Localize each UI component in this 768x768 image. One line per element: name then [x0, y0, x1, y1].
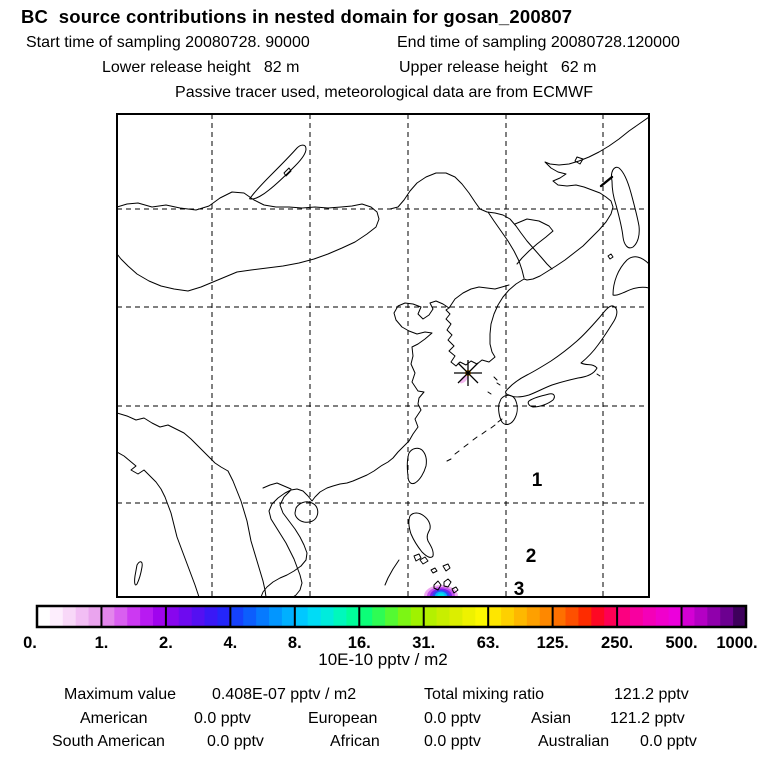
coastline-mongolia-border: [117, 192, 379, 291]
colorbar-cell: [230, 606, 243, 627]
colorbar-cell: [578, 606, 591, 627]
amur-river: [515, 219, 553, 264]
page-title: BC source contributions in nested domain for gosan_200807: [21, 6, 573, 27]
small-island: [608, 254, 613, 259]
maximum-value: 0.408E-07 pptv / m2: [212, 686, 357, 703]
china-vietnam-border: [263, 483, 291, 489]
colorbar-cell: [63, 606, 76, 627]
region-south-american-label: South American: [52, 733, 165, 750]
region-european-label: European: [308, 710, 378, 727]
colorbar-cell: [256, 606, 269, 627]
colorbar-cell: [514, 606, 527, 627]
colorbar-cell: [179, 606, 192, 627]
colorbar-cell: [308, 606, 321, 627]
amur-border: [390, 173, 552, 269]
colorbar-cell: [682, 606, 695, 627]
honshu-island: [506, 306, 617, 397]
total-mixing-label: Total mixing ratio: [424, 686, 545, 703]
colorbar-cell: [166, 606, 179, 627]
colorbar-cell: [140, 606, 153, 627]
shikoku-island: [528, 394, 554, 407]
colorbar-cell: [630, 606, 643, 627]
colorbar-cell: [643, 606, 656, 627]
gulf-of-thailand-coast: [261, 566, 301, 597]
colorbar-cell: [205, 606, 218, 627]
colorbar-cell: [385, 606, 398, 627]
himalaya-border: [117, 413, 228, 471]
maximum-label: Maximum value: [64, 686, 177, 703]
colorbar-cell: [540, 606, 553, 627]
map-frame: [117, 114, 649, 597]
colorbar-cell: [101, 606, 114, 627]
colorbar-cell: [217, 606, 230, 627]
colorbar-cell: [127, 606, 140, 627]
colorbar-tick-label: 8.: [287, 634, 302, 652]
plume-day-label: 2: [525, 546, 537, 567]
izu-islet: [597, 374, 600, 376]
colorbar-cell: [475, 606, 488, 627]
region-south-american-value: 0.0 pptv: [207, 733, 264, 750]
colorbar-cell: [295, 606, 308, 627]
colorbar-tick-label: 1.: [94, 634, 109, 652]
region-australian-value: 0.0 pptv: [640, 733, 697, 750]
colorbar-cell: [553, 606, 566, 627]
colorbar-tick-label: 0.: [23, 634, 37, 652]
colorbar-cell: [398, 606, 411, 627]
region-african-label: African: [330, 733, 380, 750]
colorbar-tick-label: 2.: [159, 634, 173, 652]
colorbar-cell: [282, 606, 295, 627]
colorbar-cell: [411, 606, 424, 627]
olkhon-island: [284, 168, 291, 176]
total-mixing-value: 121.2 pptv: [614, 686, 689, 703]
region-australian-label: Australian: [538, 733, 610, 750]
colorbar-tick-label: 63.: [476, 634, 500, 652]
plume-day-labels: [514, 470, 543, 600]
colorbar-cell: [591, 606, 604, 627]
taiwan-island: [407, 448, 426, 483]
kyushu-island: [499, 395, 518, 424]
lower-release-text: Lower release height 82 m: [102, 59, 300, 76]
palawan-island: [385, 560, 399, 585]
andaman-islands: [135, 562, 143, 585]
region-european-value: 0.0 pptv: [424, 710, 481, 727]
korea-north-border: [449, 285, 509, 308]
plume-day-label: 3: [513, 579, 525, 600]
colorbar-cell: [37, 606, 50, 627]
hokkaido-island: [613, 257, 649, 295]
colorbar-cell: [89, 606, 102, 627]
colorbar-tick-label: 31.: [412, 634, 436, 652]
colorbar-cell: [359, 606, 372, 627]
tsushima-islands: [488, 377, 500, 394]
colorbar-units: 10E-10 pptv / m2: [318, 650, 448, 669]
graticule: [117, 114, 649, 597]
colorbar-cell: [450, 606, 463, 627]
region-asian-label: Asian: [531, 710, 572, 727]
colorbar-tick-label: 1000.: [716, 634, 758, 652]
colorbar-cell: [707, 606, 720, 627]
colorbar-cell: [604, 606, 617, 627]
colorbar-cell: [321, 606, 334, 627]
colorbar-cell: [50, 606, 63, 627]
colorbar-cell: [733, 606, 746, 627]
colorbar-cell: [694, 606, 707, 627]
colorbar-tick-label: 500.: [665, 634, 698, 652]
star-icon: [454, 360, 482, 386]
luzon-island: [409, 513, 433, 557]
sakhalin-island: [611, 167, 639, 248]
colorbar-tick-label: 16.: [347, 634, 371, 652]
colorbar-tick-label: 125.: [536, 634, 569, 652]
colorbar-cell: [372, 606, 385, 627]
colorbar-cell: [153, 606, 166, 627]
region-african-value: 0.0 pptv: [424, 733, 481, 750]
colorbar-cell: [333, 606, 346, 627]
tracer-note-text: Passive tracer used, meteorological data are from ECMWF: [175, 84, 593, 101]
myanmar-thailand-border: [228, 471, 266, 597]
ryukyu-islands: [447, 419, 502, 461]
colorbar-cell: [437, 606, 450, 627]
colorbar-cell: [114, 606, 127, 627]
colorbar-cell: [566, 606, 579, 627]
colorbar-cell: [617, 606, 630, 627]
hainan-island: [295, 502, 318, 522]
colorbar-cell: [527, 606, 540, 627]
colorbar-tick-label: 250.: [601, 634, 634, 652]
coastline-mainland-asia: [269, 117, 649, 597]
end-time-text: End time of sampling 20080728.120000: [397, 34, 680, 51]
colorbar-cell: [192, 606, 205, 627]
colorbar-cell: [269, 606, 282, 627]
region-asian-value: 121.2 pptv: [610, 710, 685, 727]
colorbar-cell: [243, 606, 256, 627]
region-american-value: 0.0 pptv: [194, 710, 251, 727]
colorbar-cell: [488, 606, 501, 627]
colorbar-cell: [76, 606, 89, 627]
colorbar-cell: [462, 606, 475, 627]
colorbar-cell: [501, 606, 514, 627]
sampling-site-marker: [454, 360, 482, 386]
start-time-text: Start time of sampling 20080728. 90000: [26, 34, 310, 51]
colorbar: [37, 606, 747, 627]
colorbar-cell: [346, 606, 359, 627]
colorbar-cell: [424, 606, 437, 627]
plume-day-label: 1: [531, 470, 543, 491]
upper-release-text: Upper release height 62 m: [399, 59, 597, 76]
region-american-label: American: [80, 710, 148, 727]
colorbar-tick-label: 4.: [223, 634, 238, 652]
coastlines: [117, 117, 649, 597]
colorbar-cell: [669, 606, 682, 627]
lake-baikal: [250, 145, 306, 199]
colorbar-cell: [720, 606, 733, 627]
coastline-bengal-myanmar: [117, 452, 199, 597]
colorbar-cell: [656, 606, 669, 627]
